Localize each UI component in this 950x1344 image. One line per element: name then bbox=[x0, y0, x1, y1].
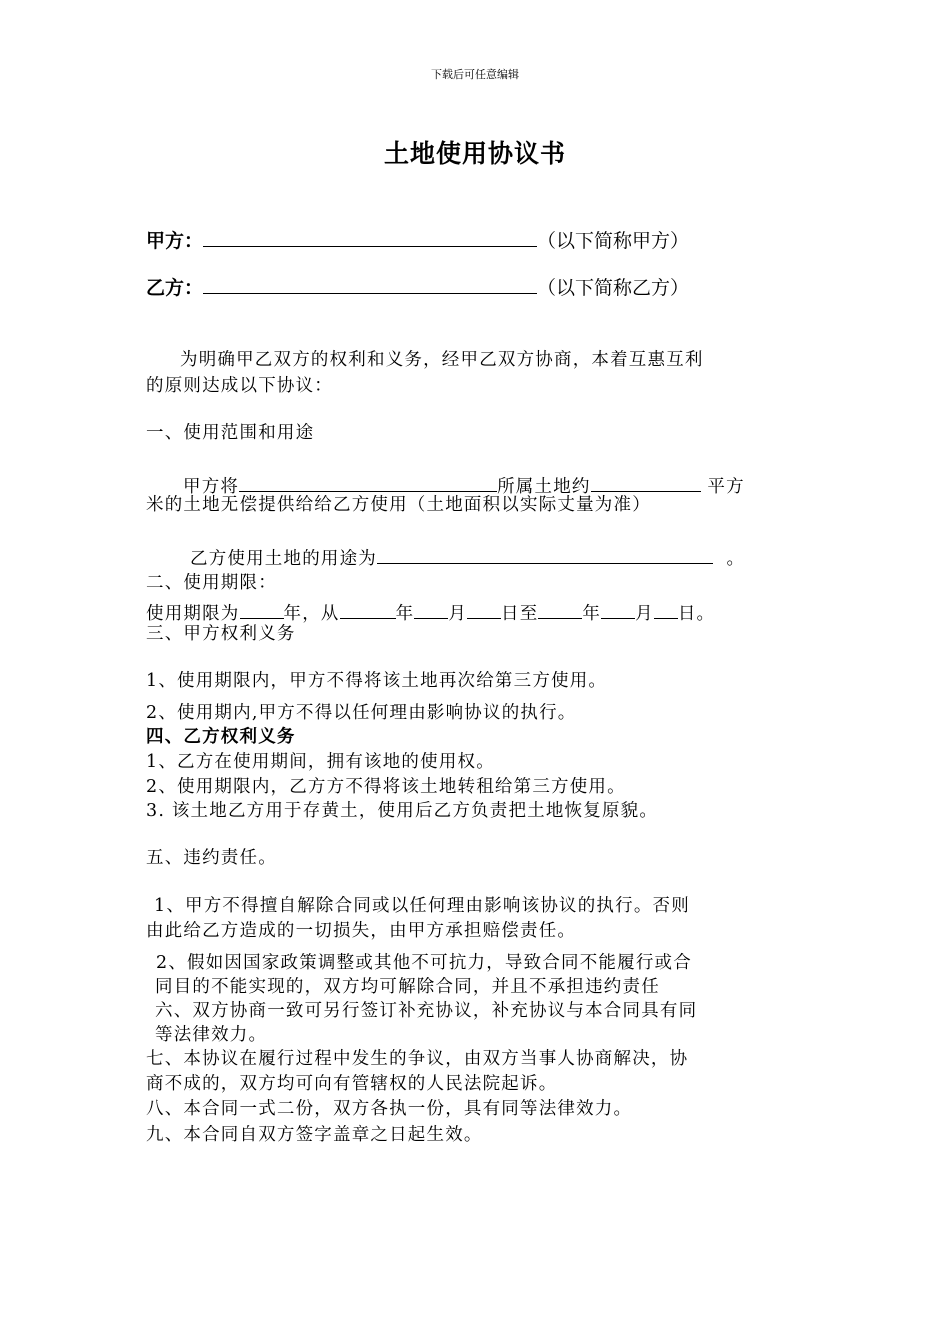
text-fragment: 使用期限为 bbox=[146, 604, 240, 624]
text-fragment: 月 bbox=[635, 604, 654, 624]
section-5-item-1-line-2: 由此给乙方造成的一切损失，由甲方承担赔偿责任。 bbox=[146, 921, 577, 941]
party-a-label: 甲方： bbox=[146, 230, 204, 252]
section-3-item-2: 2、使用期内,甲方不得以任何理由影响协议的执行。 bbox=[146, 703, 577, 723]
text-fragment: 月 bbox=[448, 604, 468, 624]
section-4-heading: 四、乙方权利义务 bbox=[146, 727, 296, 747]
header-note: 下载后可任意编辑 bbox=[431, 68, 519, 81]
land-owner-blank[interactable] bbox=[239, 473, 497, 492]
end-day-blank[interactable] bbox=[654, 600, 678, 619]
text-fragment: 平方 bbox=[707, 477, 745, 497]
section-5-heading: 五、违约责任。 bbox=[146, 848, 277, 868]
section-2-term-line bbox=[146, 600, 715, 624]
party-b-label: 乙方： bbox=[146, 277, 204, 299]
land-purpose-blank[interactable] bbox=[377, 545, 713, 564]
section-1-paragraph-1 bbox=[183, 473, 745, 497]
section-7-line-1: 七、本协议在履行过程中发生的争议，由双方当事人协商解决，协 bbox=[146, 1049, 689, 1069]
section-5-item-2-line-2: 同目的不能实现的，双方均可解除合同，并且不承担违约责任 bbox=[155, 977, 660, 997]
party-b-suffix: （以下简称乙方） bbox=[537, 277, 690, 299]
party-b-line bbox=[146, 273, 689, 300]
term-years-blank[interactable] bbox=[240, 600, 284, 619]
section-1-paragraph-2 bbox=[190, 545, 745, 569]
text-fragment: 甲方将 bbox=[183, 477, 240, 497]
text-fragment: 乙方使用土地的用途为 bbox=[190, 549, 377, 569]
text-fragment: 年，从 bbox=[283, 604, 340, 624]
section-5-item-2-line-1: 2、假如因国家政策调整或其他不可抗力，导致合同不能履行或合 bbox=[156, 953, 692, 973]
section-3-heading: 三、甲方权利义务 bbox=[146, 624, 296, 644]
land-area-blank[interactable] bbox=[591, 473, 701, 492]
text-fragment: 所属土地约 bbox=[497, 477, 591, 497]
section-4-item-1: 1、乙方在使用期间，拥有该地的使用权。 bbox=[146, 752, 495, 772]
section-4-item-3: 3. 该土地乙方用于存黄土，使用后乙方负责把土地恢复原貌。 bbox=[146, 801, 659, 821]
text-fragment: 年 bbox=[582, 604, 602, 624]
party-a-blank[interactable] bbox=[203, 228, 537, 247]
intro-line-2: 的原则达成以下协议： bbox=[146, 376, 333, 396]
section-5-item-1-line-1: 1、甲方不得擅自解除合同或以任何理由影响该协议的执行。否则 bbox=[154, 896, 690, 916]
section-2-heading: 二、使用期限： bbox=[146, 573, 277, 593]
text-fragment: 。 bbox=[726, 549, 746, 569]
party-a-line bbox=[146, 226, 689, 253]
intro-line-1: 为明确甲乙双方的权利和义务，经甲乙双方协商，本着互惠互利 bbox=[180, 350, 704, 370]
section-1-heading: 一、使用范围和用途 bbox=[146, 423, 315, 443]
end-month-blank[interactable] bbox=[601, 600, 635, 619]
section-4-item-2: 2、使用期限内，乙方方不得将该土地转租给第三方使用。 bbox=[146, 777, 626, 797]
text-fragment: 日。 bbox=[677, 604, 716, 624]
section-6-line-1: 六、双方协商一致可另行签订补充协议，补充协议与本合同具有同 bbox=[155, 1001, 698, 1021]
section-9-line-1: 九、本合同自双方签字盖章之日起生效。 bbox=[146, 1125, 483, 1145]
section-1-paragraph-1-line-2: 米的土地无偿提供给给乙方使用（土地面积以实际丈量为准） bbox=[146, 495, 651, 515]
start-day-blank[interactable] bbox=[467, 600, 501, 619]
start-month-blank[interactable] bbox=[414, 600, 448, 619]
section-8-line-1: 八、本合同一式二份，双方各执一份，具有同等法律效力。 bbox=[146, 1099, 633, 1119]
end-year-blank[interactable] bbox=[538, 600, 582, 619]
document-title: 土地使用协议书 bbox=[383, 139, 566, 168]
party-b-blank[interactable] bbox=[203, 275, 537, 294]
party-a-suffix: （以下简称甲方） bbox=[537, 230, 690, 252]
text-fragment: 日至 bbox=[501, 604, 539, 624]
text-fragment: 年 bbox=[395, 604, 415, 624]
section-3-item-1: 1、使用期限内，甲方不得将该土地再次给第三方使用。 bbox=[146, 671, 608, 691]
section-6-line-2: 等法律效力。 bbox=[155, 1025, 268, 1045]
start-year-blank[interactable] bbox=[340, 600, 396, 619]
section-7-line-2: 商不成的，双方均可向有管辖权的人民法院起诉。 bbox=[146, 1074, 558, 1094]
